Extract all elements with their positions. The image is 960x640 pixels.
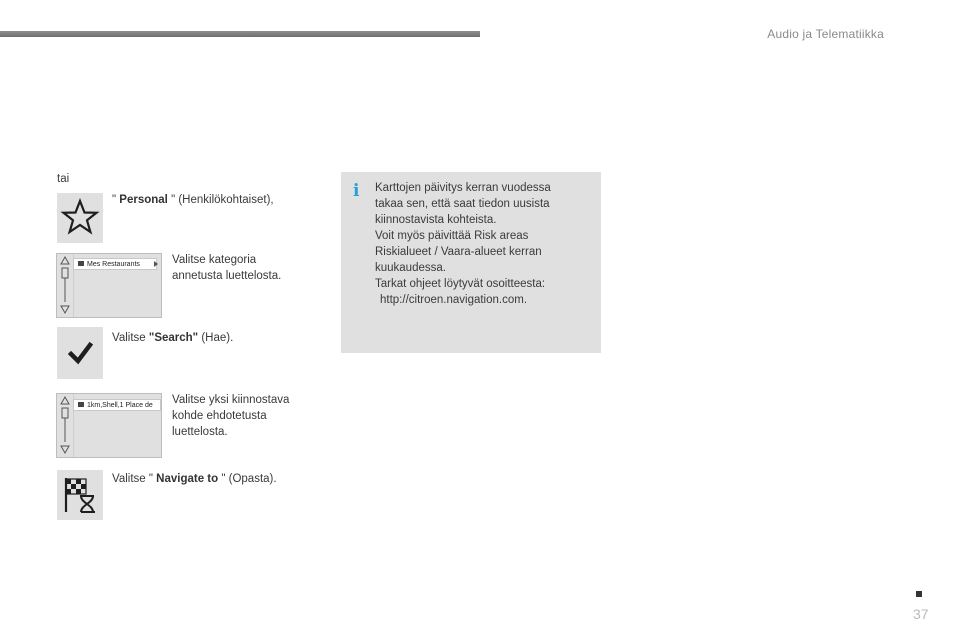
personal-prefix: " (112, 194, 117, 206)
info-icon: i (353, 181, 360, 201)
info-line-6: kuukaudessa. (375, 262, 446, 274)
page-marker (916, 591, 922, 597)
scroll-rail (57, 394, 74, 457)
restaurants-list-row (73, 258, 157, 270)
star-icon-box (57, 193, 103, 243)
search-suffix: (Hae). (201, 332, 234, 344)
checkmark-icon (57, 327, 103, 379)
info-line-5: Riskialueet / Vaara-alueet kerran (375, 246, 542, 258)
category-step (172, 252, 281, 284)
info-line-7: Tarkat ohjeet löytyvät osoitteesta: (375, 278, 546, 290)
info-line-4: Voit myös päivittää Risk areas (375, 230, 529, 242)
category-line-1: Valitse kategoria (172, 254, 257, 266)
star-icon (57, 193, 103, 243)
scroll-arrows-icon (57, 394, 73, 457)
navigate-step (112, 471, 277, 487)
poi-line-2: kohde ehdotetusta (172, 410, 267, 422)
personal-suffix: " (Henkilökohtaiset), (171, 194, 274, 206)
scroll-rail (57, 254, 74, 317)
poi-line-3: luettelosta. (172, 426, 228, 438)
page-number: 37 (913, 606, 929, 622)
navigate-suffix: " (Opasta). (221, 473, 277, 485)
navigate-keyword: Navigate to (156, 473, 219, 485)
poi-screen (56, 393, 162, 458)
info-line-1: Karttojen päivitys kerran vuodessa (375, 182, 551, 194)
poi-line-1: Valitse yksi kiinnostava (172, 394, 290, 406)
scroll-arrows-icon (57, 254, 73, 317)
search-keyword: "Search" (148, 332, 199, 344)
poi-list-row (73, 399, 161, 411)
info-line-2: takaa sen, että saat tiedon uusista (375, 198, 550, 210)
list-bullet-icon (78, 261, 84, 266)
info-url: http://citroen.navigation.com. (380, 294, 528, 306)
section-title: Audio ja Telematiikka (767, 27, 884, 41)
search-prefix: Valitse (112, 332, 146, 344)
search-step (112, 330, 233, 346)
flag-icon-box (57, 470, 103, 520)
info-text (375, 180, 590, 308)
category-line-2: annetusta luettelosta. (172, 270, 282, 282)
header-bar (0, 31, 480, 37)
poi-label: 1km,Shell,1 Place de (87, 402, 153, 409)
navigate-prefix: Valitse " (112, 473, 153, 485)
play-arrow-icon (154, 261, 158, 267)
personal-step (112, 192, 274, 208)
checkmark-icon-box (57, 327, 103, 379)
restaurants-screen (56, 253, 162, 318)
list-bullet-icon (78, 402, 84, 407)
personal-keyword: Personal (119, 194, 168, 206)
checkered-flag-icon (57, 470, 103, 520)
info-line-3: kiinnostavista kohteista. (375, 214, 497, 226)
poi-step (172, 392, 289, 440)
or-text: tai (57, 173, 70, 185)
restaurants-label: Mes Restaurants (87, 261, 140, 268)
